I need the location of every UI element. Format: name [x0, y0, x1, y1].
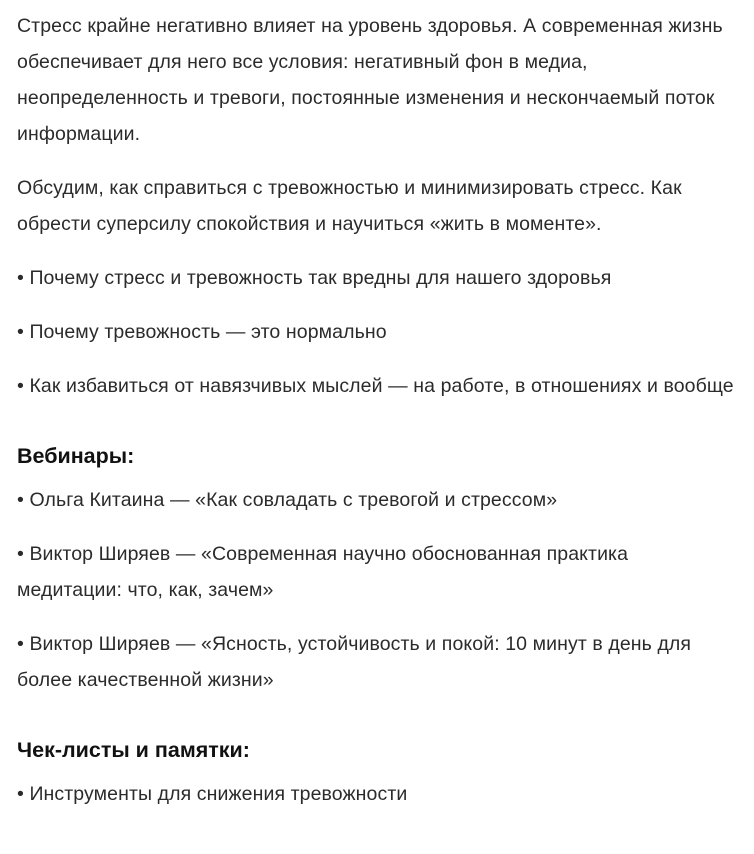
- checklists-heading: Чек-листы и памятки:: [17, 738, 250, 762]
- webinars-section: [17, 438, 736, 698]
- intro-paragraph: Обсудим, как справиться с тревожностью и минимизировать стресс. Как обрести суперсилу спокойствия и научиться «жить в моменте».: [17, 177, 682, 235]
- list-item: • Инструменты для снижения тревожности: [17, 783, 408, 805]
- checklists-section: [17, 732, 736, 812]
- list-item: • Как избавиться от навязчивых мыслей — на работе, в отношениях и вообще: [17, 375, 734, 397]
- list-item: • Почему стресс и тревожность так вредны для нашего здоровья: [17, 267, 612, 289]
- topics-list: [17, 260, 736, 404]
- intro-paragraph: Стресс крайне негативно влияет на уровень здоровья. А современная жизнь обеспечивает для него все условия: негативный фон в медиа, неопределенность и тревоги, постоянные изменения и нескончаемый поток информации.: [17, 15, 723, 145]
- list-item: • Виктор Ширяев — «Современная научно обоснованная практика медитации: что, как, зачем»: [17, 543, 629, 601]
- list-item: • Виктор Ширяев — «Ясность, устойчивость и покой: 10 минут в день для более качественной жизни»: [17, 633, 692, 691]
- webinars-heading: Вебинары:: [17, 444, 135, 468]
- list-item: • Почему тревожность — это нормально: [17, 321, 387, 343]
- list-item: • Ольга Китаина — «Как совладать с тревогой и стрессом»: [17, 489, 558, 511]
